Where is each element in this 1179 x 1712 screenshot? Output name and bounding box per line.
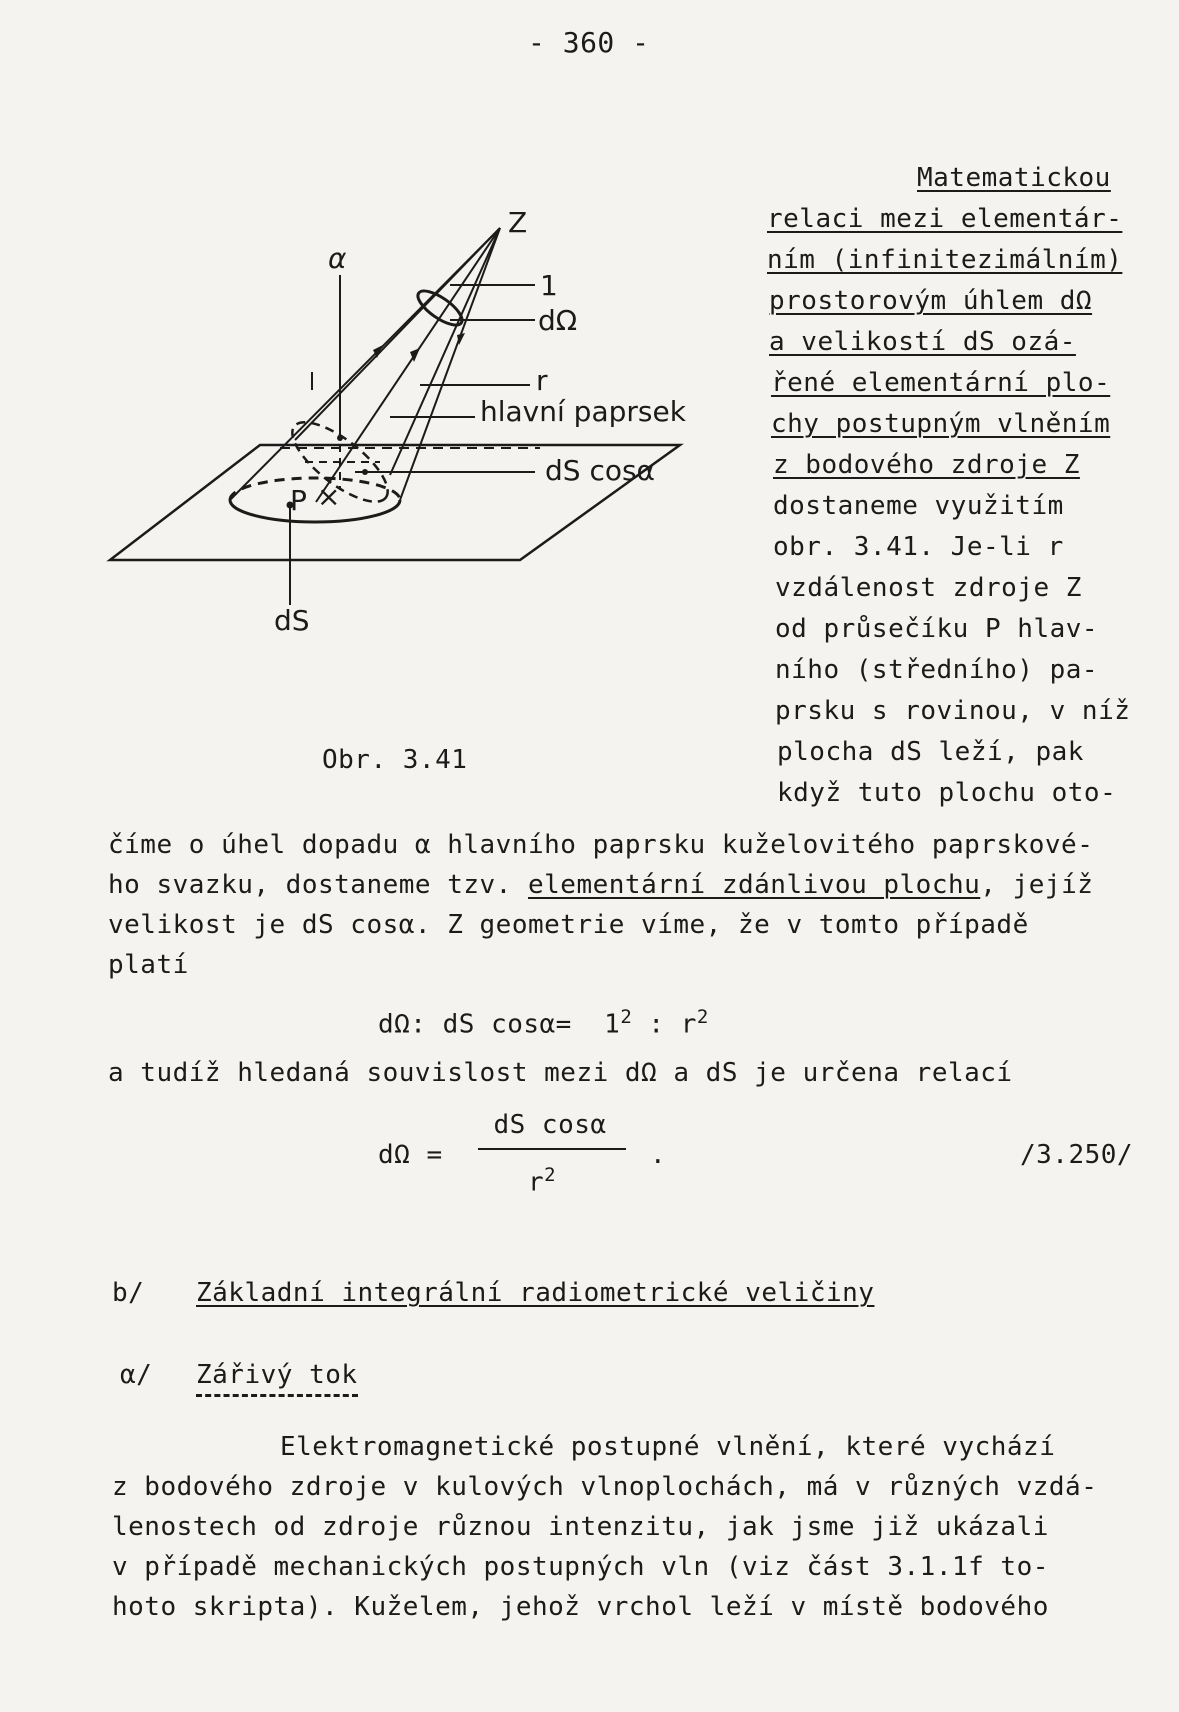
figure-caption: Obr. 3.41	[322, 745, 468, 775]
label-r: r	[536, 364, 548, 397]
label-alpha: α	[328, 242, 347, 275]
label-Z: Z	[508, 206, 528, 239]
para2-line1: Elektromagnetické postupné vlnění, které vychází	[280, 1432, 1056, 1462]
section-b-marker: b/	[112, 1278, 145, 1308]
side-line-4: prostorovým úhlem dΩ	[769, 286, 1093, 316]
label-one: 1	[540, 269, 558, 302]
figure-3-41	[90, 200, 790, 680]
equation-2-numerator: dS cosα	[493, 1110, 607, 1140]
side-line-10: obr. 3.41. Je-li r	[773, 532, 1064, 562]
side-line-15: plocha dS leží, pak	[777, 737, 1084, 767]
side-line-3: ním (infinitezimálním)	[767, 245, 1123, 275]
para2-line4: v případě mechanických postupných vln (viz část 3.1.1f to-	[112, 1552, 1049, 1582]
side-line-9: dostaneme využitím	[773, 491, 1064, 521]
para2-line5: hoto skripta). Kuželem, jehož vrchol leží v místě bodového	[112, 1592, 1049, 1622]
equation-2-lhs: dΩ =	[378, 1140, 443, 1170]
label-domega: dΩ	[538, 304, 578, 337]
side-line-12: od průsečíku P hlav-	[775, 614, 1099, 644]
para1-line4: platí	[108, 950, 189, 980]
base-ellipse	[230, 500, 400, 522]
para1-line3: velikost je dS cosα. Z geometrie víme, že v tomto případě	[108, 910, 1029, 940]
para1-line2: ho svazku, dostaneme tzv. elementární zdánlivou plochu, jejíž	[108, 870, 1094, 900]
side-line-2: relaci mezi elementár-	[767, 204, 1123, 234]
para1-line1: číme o úhel dopadu α hlavního paprsku kuželovitého paprskové-	[108, 830, 1094, 860]
para2-line2: z bodového zdroje v kulových vlnoplochách, má v různých vzdá-	[112, 1472, 1098, 1502]
relation-line: a tudíž hledaná souvislost mezi dΩ a dS je určena relací	[108, 1058, 1013, 1088]
svg-text:×: ×	[317, 480, 341, 513]
equation-number: /3.250/	[1020, 1140, 1134, 1170]
section-alpha-title: Zářivý tok	[196, 1360, 358, 1390]
para2-line3: lenostech od zdroje různou intenzitu, jak jsme již ukázali	[112, 1512, 1049, 1542]
side-line-13: ního (středního) pa-	[775, 655, 1099, 685]
equation-2-denominator: $r^2$	[528, 1164, 557, 1198]
side-line-8: z bodového zdroje Z	[773, 450, 1080, 480]
page-number: - 360 -	[528, 26, 650, 59]
side-line-11: vzdálenost zdroje Z	[775, 573, 1082, 603]
fraction-bar	[478, 1148, 626, 1150]
side-line-5: a velikostí dS ozá-	[769, 327, 1076, 357]
side-line-14: prsku s rovinou, v níž	[775, 696, 1131, 726]
equation-1: dΩ: dS $\cos\alpha= 1^2$ : $r^2$	[378, 1006, 709, 1040]
label-dS: dS	[274, 604, 310, 637]
side-line-6: řené elementární plo-	[771, 368, 1111, 398]
section-b-title: Základní integrální radiometrické veličiny	[196, 1278, 875, 1308]
equation-2-dot: .	[650, 1140, 667, 1170]
side-line-16: když tuto plochu oto-	[777, 778, 1117, 808]
side-line-1: Matematickou	[917, 163, 1111, 193]
section-alpha-marker: α/	[120, 1360, 153, 1390]
label-main-ray: hlavní paprsek	[480, 395, 686, 428]
label-dScos: dS cosα	[545, 454, 656, 487]
label-P: P	[290, 484, 307, 517]
side-line-7: chy postupným vlněním	[771, 409, 1111, 439]
